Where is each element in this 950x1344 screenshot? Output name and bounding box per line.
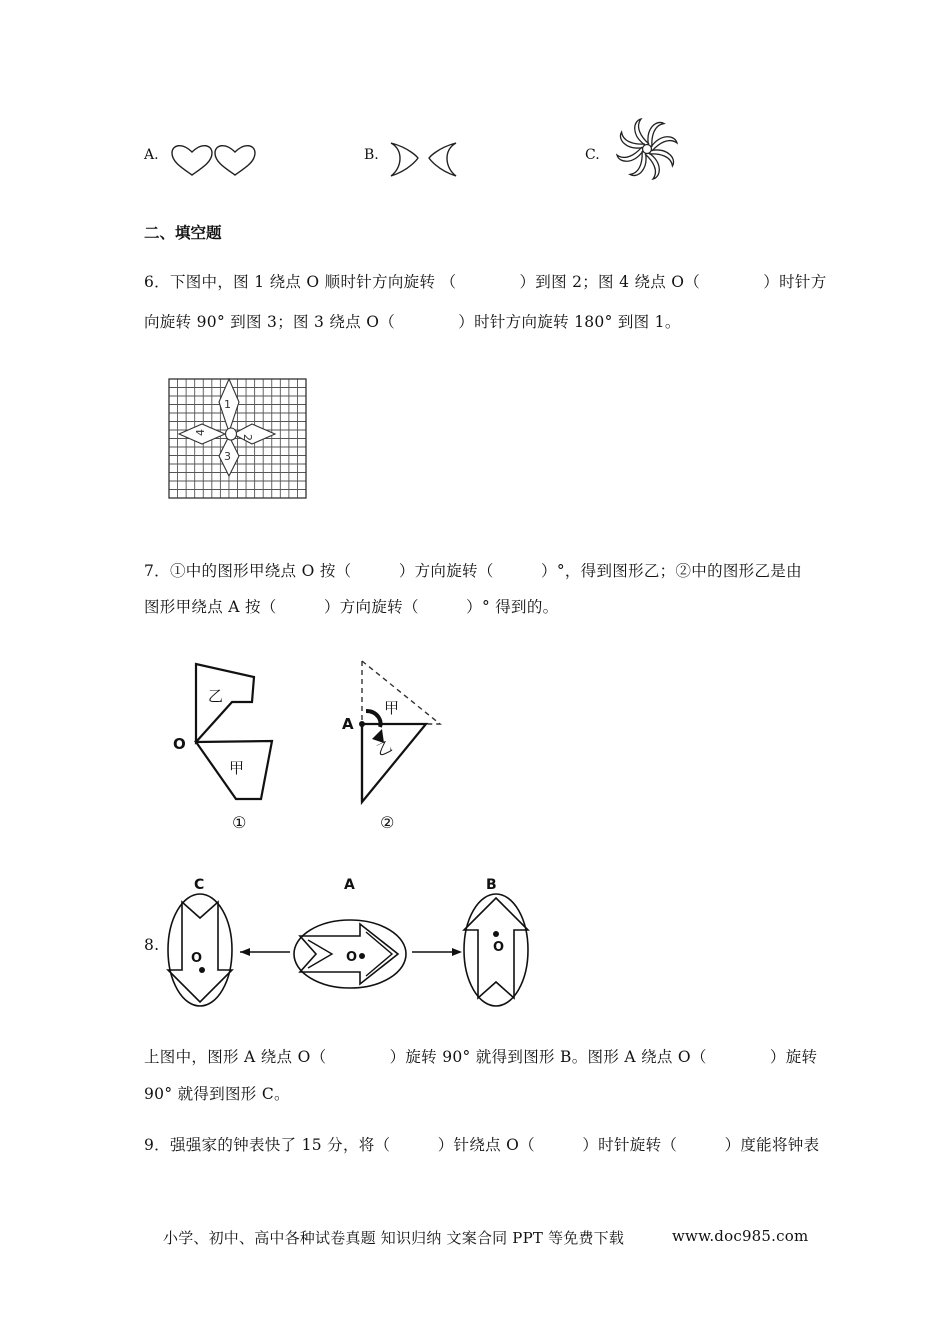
q8-o-label-b: O (493, 940, 505, 955)
q6-label-3: 3 (224, 450, 231, 463)
q7-fig1-point-label: O (173, 735, 186, 753)
q9-line1: 9．强强家的钟表快了 15 分，将（ ）针绕点 O（ ）时针旋转（ ）度能将钟表 (144, 1136, 820, 1154)
q6-label-2: 2 (241, 434, 254, 441)
q6-grid-figure (166, 376, 311, 502)
option-a-figure (168, 140, 260, 180)
q7-fig2-upper-label: 甲 (384, 699, 400, 717)
q7-fig1-upper-label: 乙 (208, 687, 224, 705)
option-b-figure (388, 140, 460, 180)
q8-line2: 90° 就得到图形 C。 (144, 1085, 290, 1103)
q6-line2: 向旋转 90° 到图 3；图 3 绕点 O（ ）时针方向旋转 180° 到图 1。 (144, 313, 681, 331)
q7-fig1-caption: ① (232, 813, 247, 832)
footer-link[interactable]: www.doc985.com (672, 1227, 809, 1245)
q7-fig1-lower-label: 甲 (229, 759, 245, 777)
q8-label-a: A (344, 877, 355, 893)
q7-figure-1 (164, 655, 294, 835)
q8-label-c: C (194, 877, 205, 893)
q8-o-label-c: O (191, 951, 203, 966)
footer-text: 小学、初中、高中各种试卷真题 知识归纳 文案合同 PPT 等免费下载 (163, 1229, 625, 1247)
q8-number: 8. (144, 936, 160, 954)
q8-figure (160, 872, 540, 1012)
q7-fig2-caption: ② (380, 813, 395, 832)
q8-o-label-a: O (346, 950, 358, 965)
q7-line1: 7．①中的图形甲绕点 O 按（ ）方向旋转（ ）°，得到图形乙；②中的图形乙是由 (144, 562, 802, 580)
q8-line1: 上图中，图形 A 绕点 O（ ）旋转 90° 就得到图形 B。图形 A 绕点 O（ ）旋转 (144, 1048, 818, 1066)
option-a-label: A. (144, 147, 159, 163)
q6-line1: 6．下图中，图 1 绕点 O 顺时针方向旋转 （ ）到图 2；图 4 绕点 O（ ）时针方 (144, 273, 827, 291)
q7-fig2-point-label: A (342, 715, 354, 733)
option-c-figure (612, 118, 684, 182)
option-c-label: C. (585, 147, 600, 163)
option-b-label: B. (364, 147, 379, 163)
q7-figure-2 (336, 655, 456, 835)
q8-label-b: B (486, 877, 497, 893)
section-title: 二、填空题 (144, 224, 222, 242)
q7-fig2-lower-label: 乙 (373, 737, 395, 760)
q7-line2: 图形甲绕点 A 按（ ）方向旋转（ ）° 得到的。 (144, 598, 559, 616)
q6-label-1: 1 (224, 398, 231, 411)
q6-label-4: 4 (194, 429, 207, 436)
